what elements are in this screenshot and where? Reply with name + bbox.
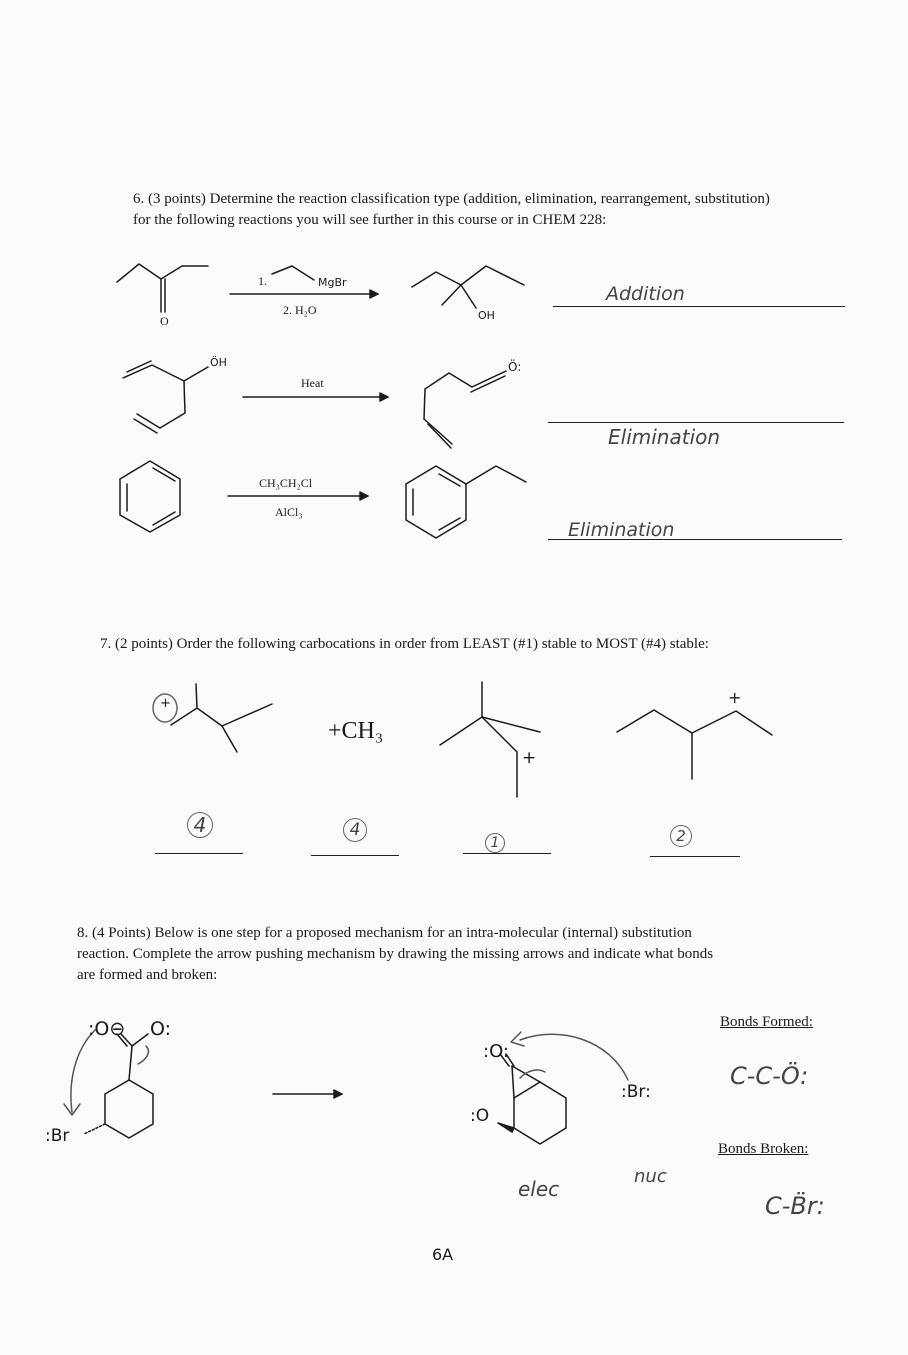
reactant-carboxylate-o-minus: :O⊖ [88, 1018, 126, 1040]
rxn3-answer-line [548, 539, 842, 540]
rxn1-answer-line [553, 306, 845, 307]
rank-line-4 [650, 856, 740, 857]
rxn1-product-oh-label: OH [478, 309, 495, 322]
rxn1-product-skeleton [412, 266, 524, 287]
rxn2-product-skeleton [424, 371, 506, 419]
page-number: 6A [432, 1245, 454, 1264]
carbocation-3 [440, 717, 517, 797]
carbocation-4-charge: + [728, 688, 742, 707]
rank-answer-3: 1 [485, 833, 505, 853]
rxn2-answer-line [548, 422, 844, 423]
q6-prompt-line1: 6. (3 points) Determine the reaction classification type (addition, elimination, rearrangement, substitution) [133, 191, 770, 207]
rxn2-reactant-oh-label: ÖH [210, 356, 227, 369]
product-ring-o: :O [470, 1106, 490, 1126]
bonds-formed-title: Bonds Formed: [720, 1014, 813, 1030]
methyl-cation: +CH₃ [328, 718, 384, 744]
rxn1-grignard-label: MgBr [318, 276, 347, 289]
q8-prompt-line2: reaction. Complete the arrow pushing mechanism by drawing the missing arrows and indicate what bonds [77, 946, 714, 962]
rxn1-step1-label: 1. [258, 274, 267, 288]
ethylbenzene-ring [406, 466, 466, 538]
q8-prompt-line1: 8. (4 Points) Below is one step for a proposed mechanism for an intra-molecular (internal) substitution [77, 925, 692, 941]
rxn1-oxygen-label: O [160, 314, 169, 328]
reactant-cyclohexane [105, 1080, 153, 1138]
carbocation-1 [171, 704, 272, 726]
reactant-carbonyl-o: O: [150, 1018, 172, 1040]
q6-prompt-line2: for the following reactions you will see further in this course or in CHEM 228: [133, 212, 607, 228]
bonds-formed-answer: C-C-Ö: [730, 1062, 809, 1090]
q7-prompt: 7. (2 points) Order the following carbocations in order from LEAST (#1) stable to MOST (#4) stable: [100, 636, 709, 652]
bonds-broken-title: Bonds Broken: [718, 1141, 809, 1157]
rxn2-answer: Elimination [608, 425, 721, 449]
rxn2-product-o-label: Ö: [508, 360, 522, 374]
nucleophile-label: nuc [634, 1166, 667, 1187]
rank-line-2 [311, 855, 399, 856]
q8-prompt-line3: are formed and broken: [77, 967, 218, 983]
rank-line-3 [463, 853, 551, 854]
rank-answer-1: 4 [187, 812, 213, 838]
rank-answer-4: 2 [670, 825, 692, 847]
carbocation-4 [617, 710, 772, 735]
rxn3-reagent-top: CH₃CH₂Cl [259, 476, 313, 490]
rank-line-1 [155, 853, 243, 854]
rxn3-answer: Elimination [568, 519, 675, 541]
rxn2-reactant-skeleton [123, 365, 185, 428]
rxn1-step2-label: 2. H₂O [283, 303, 317, 317]
product-cyclohexane [514, 1082, 566, 1144]
bonds-broken-answer: C-B̈r: [765, 1192, 825, 1220]
q8-prompt [77, 923, 857, 986]
rxn2-reagent-label: Heat [301, 376, 324, 390]
product-carbonyl-o: :O: [483, 1041, 509, 1062]
carbocation-3-charge: + [522, 748, 537, 768]
rank-answer-2: 4 [343, 818, 367, 842]
reactant-bromine: :Br [45, 1126, 70, 1146]
electrophile-label: elec [518, 1177, 560, 1201]
rxn1-answer: Addition [606, 283, 685, 305]
rxn3-reagent-bottom: AlCl₃ [275, 505, 303, 519]
bromide-ion: :Br: [621, 1082, 651, 1102]
carbocation-1-charge: + [160, 696, 171, 711]
benzene-ring [120, 461, 180, 532]
rxn1-reactant-skeleton [117, 264, 208, 282]
